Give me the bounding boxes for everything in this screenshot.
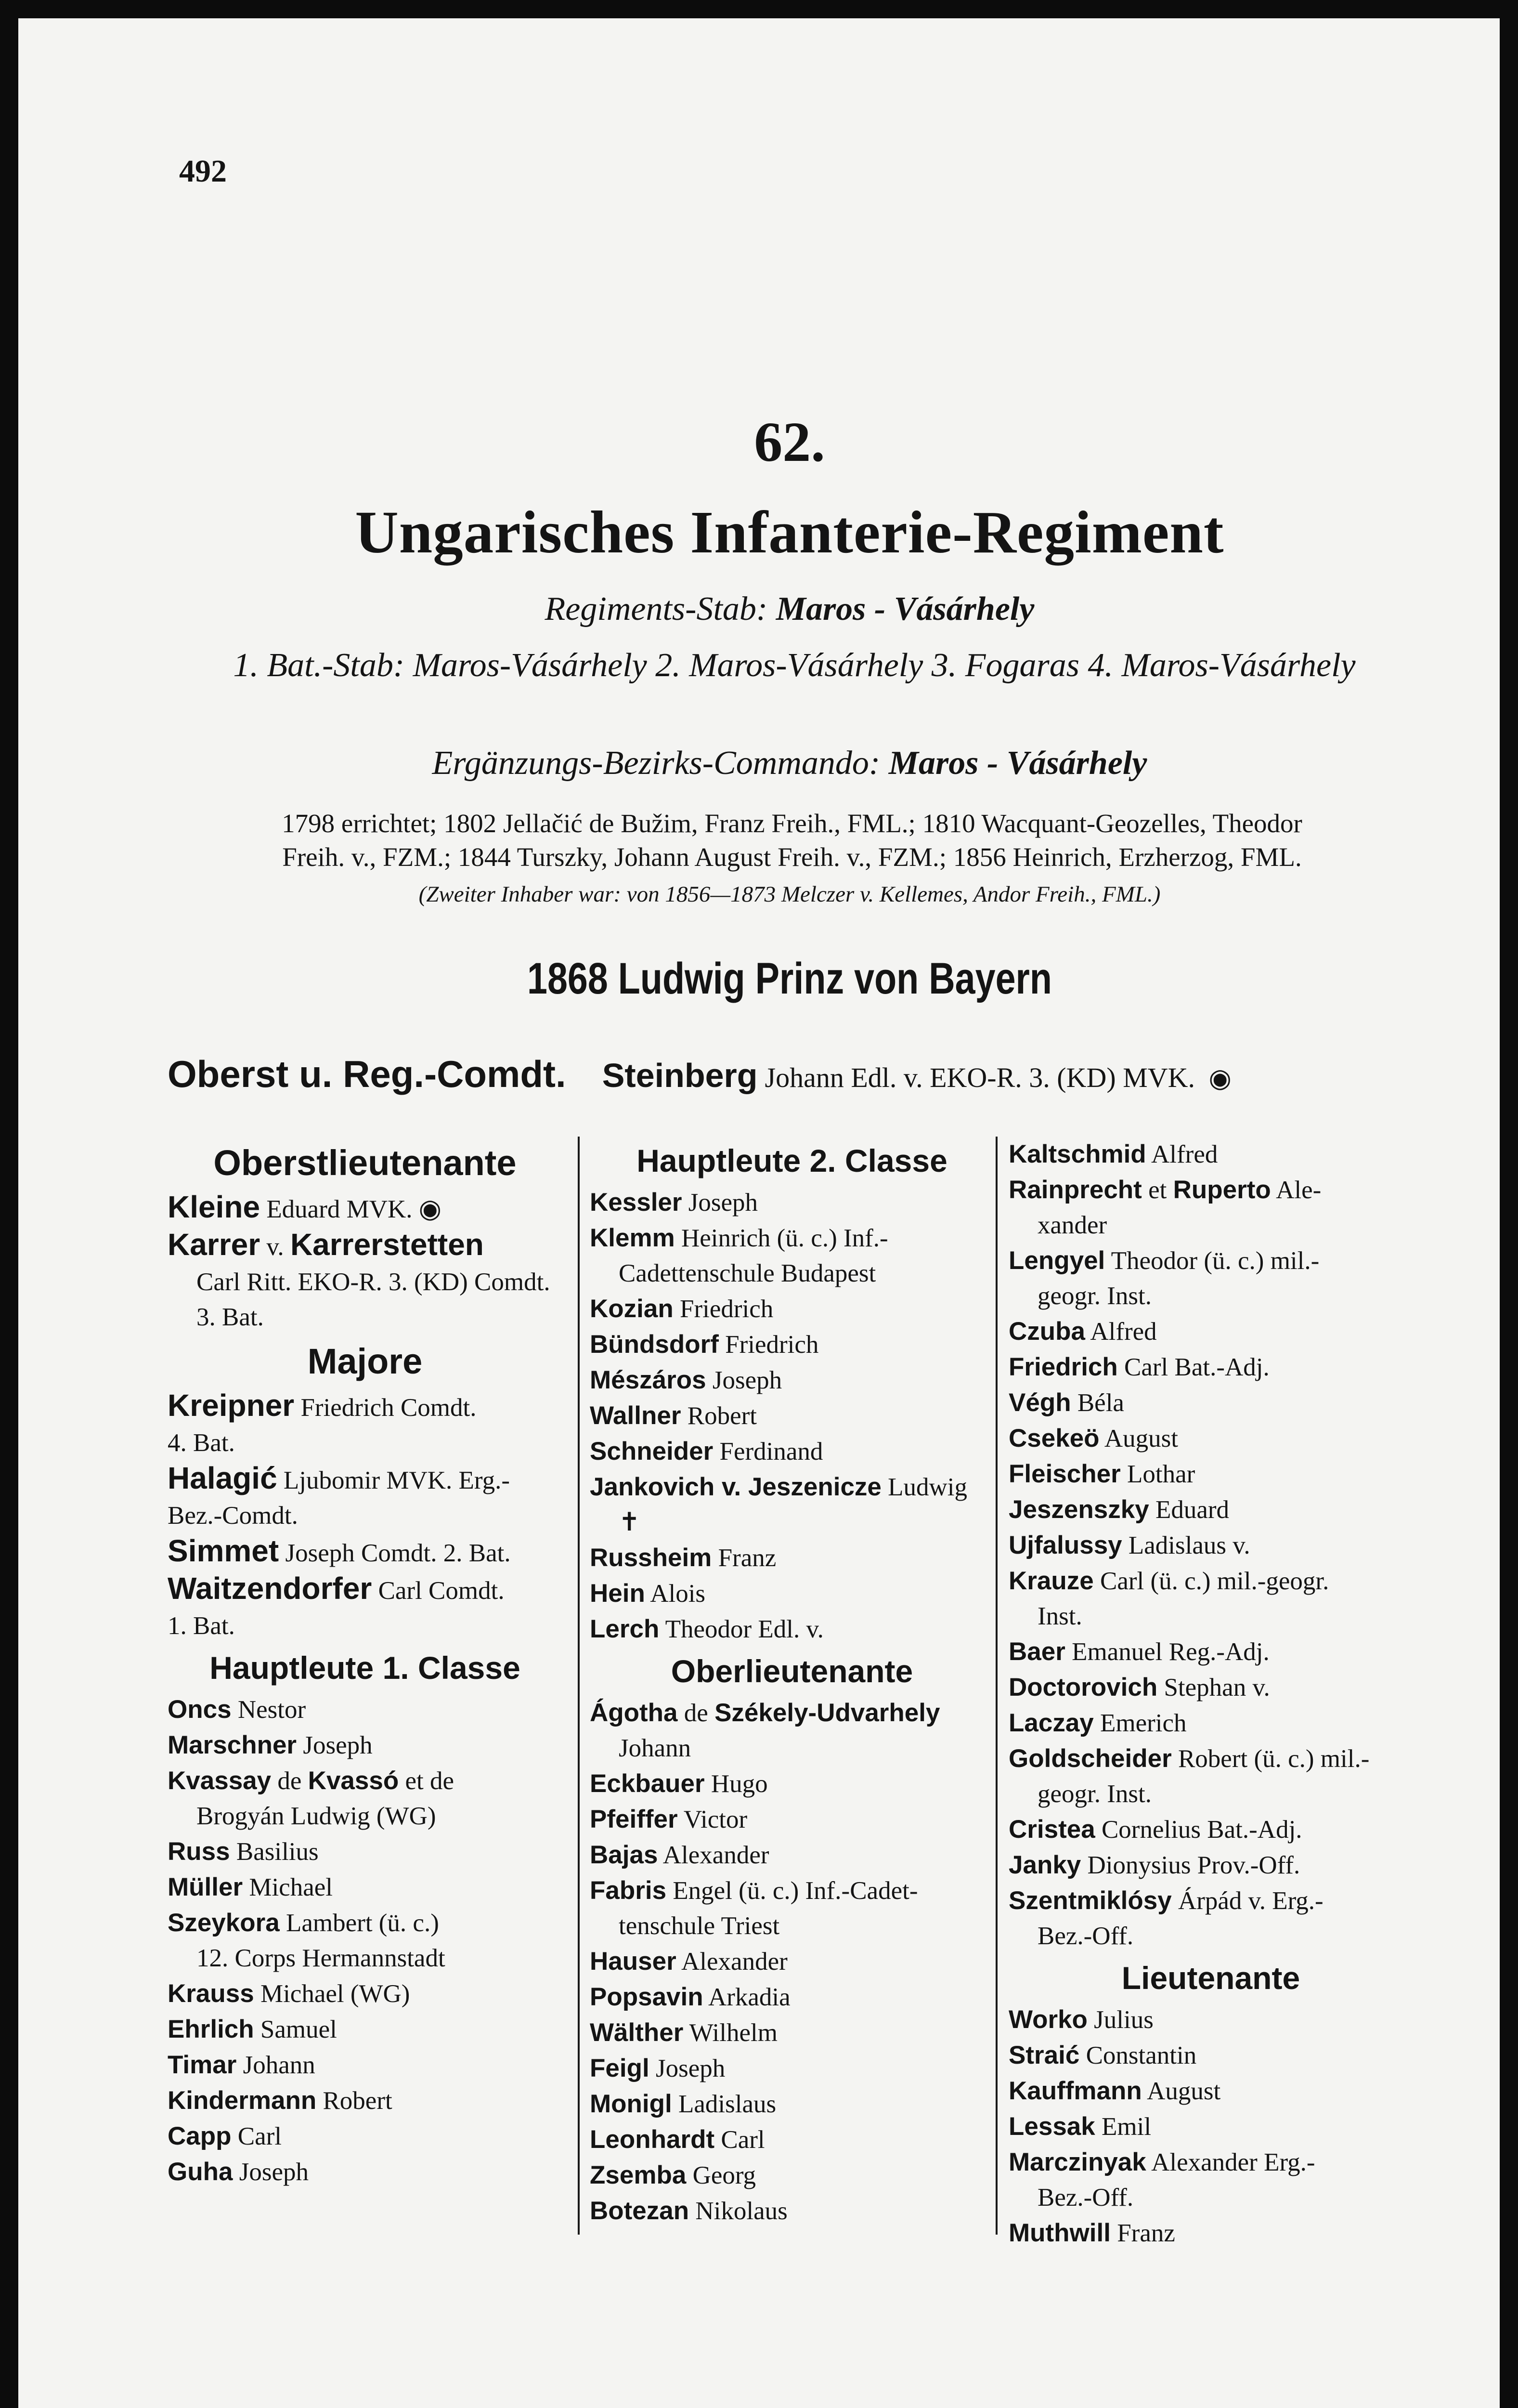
given-text: 12. Corps Hermannstadt <box>196 1944 445 1972</box>
list-item <box>1009 1385 1413 1421</box>
list-item <box>1009 1456 1413 1492</box>
list-item <box>168 1905 562 1941</box>
list-item <box>168 2154 562 2190</box>
surname: Szeykora <box>168 1909 280 1937</box>
surname: Bajas <box>590 1841 658 1869</box>
given-text: Ferdinand <box>719 1438 823 1466</box>
surname: Monigl <box>590 2090 672 2118</box>
heading-lieutenante: Lieutenante <box>1121 1960 1300 1996</box>
list-item <box>1009 1314 1413 1349</box>
given-text: Theodor Edl. v. <box>665 1615 824 1643</box>
list-item-continuation: 4. Bat. <box>168 1429 235 1457</box>
list-item <box>1009 1528 1413 1563</box>
list-item <box>590 2158 994 2193</box>
surname: Kaltschmid <box>1009 1140 1146 1168</box>
medal-icon: ◉ <box>1202 1064 1232 1093</box>
list-item <box>590 1695 994 1731</box>
list-item <box>590 1327 994 1362</box>
given-text: Carl <box>237 2122 282 2150</box>
heading-oberlieutenante: Oberlieutenante <box>671 1653 913 1689</box>
surname: Müller <box>168 1873 243 1901</box>
surname: Kessler <box>590 1188 682 1217</box>
given-text: Dionysius Prov.-Off. <box>1087 1851 1300 1879</box>
given-text: Joseph <box>303 1731 373 1759</box>
surname: Végh <box>1009 1388 1071 1417</box>
list-item <box>1009 1847 1413 1883</box>
surname: Laczay <box>1009 1709 1094 1737</box>
given-text: Friedrich <box>679 1295 774 1323</box>
list-item-continuation: Carl Ritt. EKO-R. 3. (KD) Comdt. 3. Bat. <box>196 1268 550 1331</box>
given-text: Nestor <box>237 1696 306 1724</box>
list-item <box>1009 2073 1413 2109</box>
given-text: Carl (ü. c.) mil.-geogr. <box>1100 1567 1329 1595</box>
given-text: Nikolaus <box>695 2197 788 2225</box>
list-item <box>1009 1670 1413 1705</box>
given-text: ✝ <box>619 1508 640 1536</box>
surname: Russ <box>168 1837 230 1866</box>
surname: Hein <box>590 1579 645 1608</box>
surname: Kvassay <box>168 1767 272 1795</box>
given-text: Michael (WG) <box>260 1980 410 2008</box>
given-text: Lambert (ü. c.) <box>286 1909 439 1937</box>
regiment-owner: 1868 Ludwig Prinz von Bayern <box>527 954 1052 1003</box>
given-text: geogr. Inst. <box>1038 1282 1152 1310</box>
list-item <box>1009 2145 1413 2180</box>
surname: Jeszenszky <box>1009 1495 1149 1524</box>
list-item-continuation <box>590 1909 994 1944</box>
given-text: Robert (ü. c.) mil.- <box>1178 1745 1370 1773</box>
surname: Timar <box>168 2051 237 2079</box>
given-text: Emil <box>1102 2113 1152 2141</box>
given-text: Brogyán Ludwig (WG) <box>196 1802 436 1830</box>
heading-majore: Majore <box>307 1341 423 1381</box>
surname: Lengyel <box>1009 1246 1105 1275</box>
list-item <box>168 1976 562 2012</box>
list-item <box>590 2193 994 2229</box>
given-text: Ladislaus <box>678 2090 777 2118</box>
given-text: Joseph <box>239 2158 309 2186</box>
column-divider <box>578 1137 580 2235</box>
list-item <box>1009 1172 1413 1208</box>
given-text: Basilius <box>236 1838 319 1866</box>
list-item <box>1009 1563 1413 1599</box>
list-item-continuation <box>590 1505 994 1540</box>
list-item: Kleine Eduard MVK. ◉ <box>168 1190 441 1224</box>
list-item <box>590 1362 994 1398</box>
list-item: Simmet Joseph Comdt. 2. Bat. <box>168 1533 511 1568</box>
given-text: Alois <box>650 1580 706 1608</box>
list-item <box>590 1837 994 1873</box>
given-text: Victor <box>683 1806 748 1833</box>
list-item <box>168 1870 562 1905</box>
page-number: 492 <box>179 154 227 189</box>
list-item-continuation: 1. Bat. <box>168 1612 235 1640</box>
given-text: xander <box>1038 1211 1107 1239</box>
list-item-continuation <box>1009 1279 1413 1314</box>
given-text: Alexander <box>662 1841 769 1869</box>
list-item <box>590 1434 994 1469</box>
given-text: tenschule Triest <box>619 1912 780 1940</box>
list-item <box>1009 2215 1413 2251</box>
surname: Csekeö <box>1009 1424 1100 1453</box>
list-item <box>1009 1634 1413 1670</box>
list-item <box>1009 1883 1413 1919</box>
surname: Baer <box>1009 1637 1065 1666</box>
given-text: Emerich <box>1100 1709 1187 1737</box>
list-item <box>1009 1421 1413 1456</box>
ergaenzung-line <box>164 744 1415 783</box>
surname: Lerch <box>590 1615 660 1643</box>
heading-hauptleute-2: Hauptleute 2. Classe <box>636 1143 947 1178</box>
given-text: Lothar <box>1127 1460 1195 1488</box>
given-text: Samuel <box>260 2015 337 2043</box>
list-item <box>590 1873 994 1909</box>
surname: Ehrlich <box>168 2015 254 2043</box>
given-text: Friedrich <box>725 1331 819 1359</box>
given-text: Cadettenschule Budapest <box>619 1259 876 1287</box>
list-item-continuation <box>168 1941 562 1976</box>
given-text: Wilhelm <box>689 2019 778 2047</box>
list-item <box>168 1692 562 1727</box>
list-item-continuation <box>1009 1919 1413 1954</box>
list-item-continuation <box>1009 2180 1413 2215</box>
given-text: Árpád v. Erg.- <box>1178 1887 1323 1915</box>
given-text: Eduard <box>1155 1496 1230 1524</box>
surname: Székely-Udvarhely <box>714 1699 940 1727</box>
list-item <box>1009 1349 1413 1385</box>
given-text: Georg <box>692 2161 756 2189</box>
given-text: Bez.-Off. <box>1038 1922 1134 1950</box>
list-item <box>590 1802 994 1837</box>
list-item <box>590 1469 994 1505</box>
surname: Jankovich v. Jeszenicze <box>590 1473 882 1501</box>
list-item <box>590 1611 994 1647</box>
hauptleute-1-list <box>168 1692 562 2190</box>
column-1 <box>168 1137 562 2190</box>
regiments-stab-value: Maros - Vásárhely <box>776 590 1035 628</box>
surname: Cristea <box>1009 1815 1095 1844</box>
given-text: Arkadia <box>708 1983 791 2011</box>
surname: Russheim <box>590 1544 712 1572</box>
surname: Muthwill <box>1009 2219 1111 2247</box>
heading-oberstlieutenante: Oberstlieutenante <box>213 1143 517 1183</box>
surname: Szentmiklósy <box>1009 1886 1172 1915</box>
list-item <box>590 2086 994 2122</box>
surname: Straić <box>1009 2041 1080 2069</box>
list-item <box>590 1576 994 1611</box>
ergaenzung-value: Maros - Vásárhely <box>888 745 1147 782</box>
ergaenzung-label: Ergänzungs-Bezirks-Commando: <box>432 745 881 782</box>
surname: Klemm <box>590 1224 675 1252</box>
surname: Fabris <box>590 1876 667 1905</box>
list-item <box>168 2012 562 2047</box>
list-item <box>590 1540 994 1576</box>
surname: Hauser <box>590 1947 676 1976</box>
colonel-rank: Oberst u. Reg.-Comdt. <box>168 1053 566 1095</box>
second-owner-note: (Zweiter Inhaber war: von 1856—1873 Melczer v. Kellemes, Andor Freih., FML.) <box>418 882 1161 907</box>
list-item <box>1009 2038 1413 2073</box>
surname: Goldscheider <box>1009 1744 1172 1773</box>
given-text: Cornelius Bat.-Adj. <box>1101 1816 1302 1844</box>
list-item-continuation <box>1009 1599 1413 1634</box>
given-text: geogr. Inst. <box>1038 1780 1152 1808</box>
list-item <box>168 2083 562 2119</box>
surname: Doctorovich <box>1009 1673 1158 1701</box>
given-text: Bez.-Off. <box>1038 2184 1134 2212</box>
column-divider <box>996 1137 998 2235</box>
surname: Kauffmann <box>1009 2077 1142 2105</box>
given-text: Joseph <box>688 1189 758 1217</box>
given-text: Alexander <box>681 1948 788 1976</box>
battalion-stations: 1. Bat.-Stab: Maros-Vásárhely 2. Maros-Vásárhely 3. Fogaras 4. Maros-Vásárhely <box>233 647 1356 684</box>
surname: Feigl <box>590 2054 649 2082</box>
given-text: Joseph <box>655 2055 726 2082</box>
given-text: Franz <box>718 1544 777 1572</box>
given-text: de <box>684 1699 708 1727</box>
list-item <box>590 1944 994 1979</box>
list-item <box>590 2122 994 2158</box>
medal-icon: ◉ <box>418 1194 441 1223</box>
given-text: et <box>1148 1176 1167 1204</box>
list-item <box>168 1727 562 1763</box>
given-text: Johann <box>619 1734 691 1762</box>
list-item: Kreipner Friedrich Comdt. <box>168 1388 477 1423</box>
surname: Pfeiffer <box>590 1805 678 1833</box>
surname: Schneider <box>590 1437 714 1466</box>
given-text: Engel (ü. c.) Inf.-Cadet- <box>673 1877 918 1905</box>
surname: Oncs <box>168 1695 232 1724</box>
surname: Krauze <box>1009 1567 1094 1595</box>
given-text: Constantin <box>1086 2042 1197 2069</box>
list-item <box>1009 1705 1413 1741</box>
surname: Krauss <box>168 1979 254 2008</box>
surname: Popsavin <box>590 1983 703 2011</box>
list-item <box>590 1220 994 1256</box>
given-text: Franz <box>1117 2219 1175 2247</box>
surname: Kindermann <box>168 2086 317 2115</box>
list-item <box>590 1979 994 2015</box>
oberlieutenante-list-continued <box>1009 1137 1413 1954</box>
list-item <box>590 2015 994 2051</box>
given-text: Heinrich (ü. c.) Inf.- <box>681 1224 888 1252</box>
history-line: Freih. v., FZM.; 1844 Turszky, Johann August Freih. v., FZM.; 1856 Heinrich, Erzherzog, FML. <box>282 842 1302 872</box>
given-text: Johann <box>243 2051 315 2079</box>
surname: Czuba <box>1009 1317 1085 1346</box>
colonel-given: Johann Edl. v. EKO-R. 3. (KD) MVK. <box>765 1062 1195 1093</box>
given-text: Carl <box>721 2126 765 2154</box>
surname: Friedrich <box>1009 1353 1118 1381</box>
given-text: Ale- <box>1276 1176 1322 1204</box>
column-3 <box>1009 1137 1413 2251</box>
list-item <box>590 1185 994 1220</box>
surname: Kvassó <box>308 1767 399 1795</box>
surname: Kozian <box>590 1295 674 1323</box>
column-2 <box>590 1137 994 2229</box>
given-text: August <box>1147 2077 1221 2105</box>
given-text: August <box>1104 1425 1179 1453</box>
surname: Ujfalussy <box>1009 1531 1122 1559</box>
given-text: et de <box>405 1767 454 1795</box>
list-item <box>168 1834 562 1870</box>
surname: Janky <box>1009 1851 1081 1879</box>
given-text: Carl Bat.-Adj. <box>1124 1353 1270 1381</box>
list-item <box>1009 2002 1413 2038</box>
surname: Wälther <box>590 2018 684 2047</box>
regiment-number: 62. <box>754 410 825 473</box>
list-item-continuation <box>590 1256 994 1291</box>
surname: Rainprecht <box>1009 1176 1142 1204</box>
list-item <box>168 2047 562 2083</box>
surname: Lessak <box>1009 2112 1095 2141</box>
list-item <box>1009 1492 1413 1528</box>
list-item <box>1009 1741 1413 1777</box>
list-item <box>168 2119 562 2154</box>
colonel-surname: Steinberg <box>602 1057 758 1094</box>
given-text: Emanuel Reg.-Adj. <box>1072 1638 1270 1666</box>
list-item-continuation <box>1009 1208 1413 1243</box>
surname: Zsemba <box>590 2161 687 2189</box>
surname: Fleischer <box>1009 1460 1121 1488</box>
list-item <box>590 1766 994 1802</box>
hauptleute-2-list <box>590 1185 994 1647</box>
surname: Worko <box>1009 2005 1088 2034</box>
given-text: Alfred <box>1090 1318 1157 1346</box>
surname: Marschner <box>168 1731 297 1759</box>
list-item: Waitzendorfer Carl Comdt. <box>168 1571 505 1606</box>
list-item-continuation <box>1009 1777 1413 1812</box>
history-line: 1798 errichtet; 1802 Jellačić de Bužim, Franz Freih., FML.; 1810 Wacquant-Geozelles, Theodor <box>282 809 1302 838</box>
surname: Ruperto <box>1173 1176 1271 1204</box>
list-item-continuation <box>168 1799 562 1834</box>
given-text: de <box>277 1767 302 1795</box>
colonel-line <box>168 1052 1419 1096</box>
list-item-continuation: Bez.-Comdt. <box>168 1502 298 1530</box>
list-item <box>1009 2109 1413 2145</box>
surname: Marczinyak <box>1009 2148 1146 2176</box>
given-text: Ladislaus v. <box>1128 1531 1250 1559</box>
regiments-stab <box>164 590 1415 628</box>
heading-hauptleute-1: Hauptleute 1. Classe <box>209 1650 520 1686</box>
surname: Eckbauer <box>590 1769 705 1798</box>
list-item-continuation <box>590 1731 994 1766</box>
history-block <box>173 807 1411 874</box>
lieutenante-list <box>1009 2002 1413 2251</box>
regiment-title: Ungarisches Infanterie-Regiment <box>355 499 1224 566</box>
oberlieutenante-list <box>590 1695 994 2229</box>
list-item <box>1009 1243 1413 1279</box>
surname: Ágotha <box>590 1699 678 1727</box>
given-text: Stephan v. <box>1164 1674 1270 1701</box>
given-text: Hugo <box>711 1770 768 1798</box>
list-item <box>1009 1812 1413 1847</box>
surname: Guha <box>168 2158 233 2186</box>
surname: Botezan <box>590 2197 689 2225</box>
given-text: Robert <box>323 2087 392 2115</box>
list-item <box>1009 1137 1413 1172</box>
given-text: Alfred <box>1151 1140 1218 1168</box>
list-item <box>590 2051 994 2086</box>
given-text: Michael <box>249 1873 333 1901</box>
given-text: Robert <box>687 1402 757 1430</box>
given-text: Ludwig <box>888 1473 968 1501</box>
given-text: Theodor (ü. c.) mil.- <box>1111 1247 1320 1275</box>
list-item: Halagić Ljubomir MVK. Erg.- <box>168 1461 510 1495</box>
surname: Capp <box>168 2122 232 2150</box>
given-text: Inst. <box>1038 1602 1082 1630</box>
regiments-stab-label: Regiments-Stab: <box>545 590 768 628</box>
surname: Leonhardt <box>590 2125 715 2154</box>
list-item <box>168 1763 562 1799</box>
given-text: Béla <box>1077 1389 1124 1417</box>
surname: Wallner <box>590 1401 681 1430</box>
surname: Bündsdorf <box>590 1330 719 1359</box>
given-text: Alexander Erg.- <box>1151 2148 1315 2176</box>
surname: Mészáros <box>590 1366 706 1394</box>
list-item <box>590 1291 994 1327</box>
list-item <box>590 1398 994 1434</box>
list-item: Karrer v. Karrerstetten <box>168 1227 484 1262</box>
given-text: Julius <box>1094 2006 1154 2034</box>
given-text: Joseph <box>712 1366 782 1394</box>
